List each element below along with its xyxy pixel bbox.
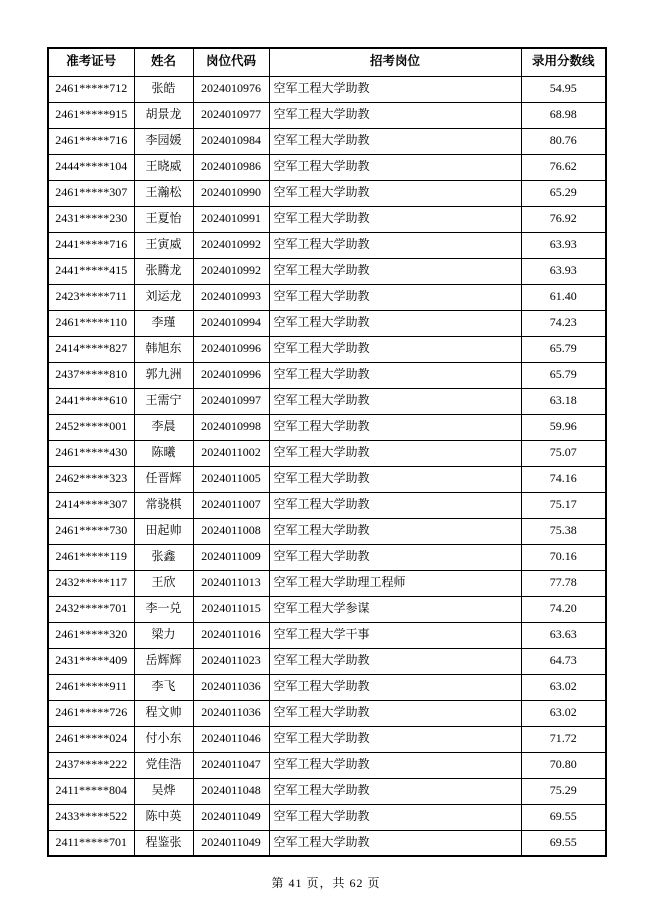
cell-ticket-number: 2423*****711: [48, 284, 134, 310]
table-row: [48, 778, 606, 804]
cell-name: 李一兑: [134, 596, 193, 622]
cell-admission-score: 75.38: [521, 518, 606, 544]
cell-ticket-number: 2411*****701: [48, 830, 134, 856]
cell-ticket-number: 2461*****911: [48, 674, 134, 700]
cell-position-code: 2024011009: [193, 544, 269, 570]
cell-ticket-number: 2461*****726: [48, 700, 134, 726]
table-row: [48, 596, 606, 622]
column-header-name: 姓名: [134, 48, 193, 76]
cell-ticket-number: 2461*****915: [48, 102, 134, 128]
table-row: [48, 544, 606, 570]
table-row: [48, 440, 606, 466]
cell-admission-score: 59.96: [521, 414, 606, 440]
cell-admission-score: 71.72: [521, 726, 606, 752]
cell-position-code: 2024010990: [193, 180, 269, 206]
cell-ticket-number: 2414*****307: [48, 492, 134, 518]
cell-ticket-number: 2431*****230: [48, 206, 134, 232]
table-row: [48, 700, 606, 726]
table-row: [48, 284, 606, 310]
cell-admission-score: 61.40: [521, 284, 606, 310]
cell-name: 张皓: [134, 76, 193, 102]
cell-admission-score: 74.23: [521, 310, 606, 336]
column-header-position-code: 岗位代码: [193, 48, 269, 76]
table-row: [48, 310, 606, 336]
cell-ticket-number: 2411*****804: [48, 778, 134, 804]
table-header-row: [48, 48, 606, 76]
cell-ticket-number: 2441*****610: [48, 388, 134, 414]
cell-position-code: 2024011023: [193, 648, 269, 674]
cell-recruit-position: 空军工程大学助教: [269, 726, 521, 752]
cell-name: 王瀚松: [134, 180, 193, 206]
cell-name: 王欣: [134, 570, 193, 596]
cell-admission-score: 63.63: [521, 622, 606, 648]
cell-admission-score: 75.07: [521, 440, 606, 466]
cell-name: 程文帅: [134, 700, 193, 726]
cell-admission-score: 74.16: [521, 466, 606, 492]
cell-ticket-number: 2432*****701: [48, 596, 134, 622]
table-row: [48, 128, 606, 154]
cell-position-code: 2024010996: [193, 336, 269, 362]
cell-admission-score: 64.73: [521, 648, 606, 674]
table-row: [48, 830, 606, 856]
table-row: [48, 388, 606, 414]
table-row: [48, 674, 606, 700]
cell-name: 党佳浩: [134, 752, 193, 778]
cell-ticket-number: 2444*****104: [48, 154, 134, 180]
cell-ticket-number: 2432*****117: [48, 570, 134, 596]
cell-position-code: 2024011007: [193, 492, 269, 518]
cell-ticket-number: 2437*****222: [48, 752, 134, 778]
cell-admission-score: 69.55: [521, 830, 606, 856]
table-row: [48, 414, 606, 440]
cell-position-code: 2024010994: [193, 310, 269, 336]
cell-position-code: 2024011015: [193, 596, 269, 622]
cell-recruit-position: 空军工程大学助教: [269, 206, 521, 232]
cell-position-code: 2024010986: [193, 154, 269, 180]
table-row: [48, 232, 606, 258]
cell-position-code: 2024010993: [193, 284, 269, 310]
cell-name: 李晨: [134, 414, 193, 440]
cell-name: 韩旭东: [134, 336, 193, 362]
cell-name: 田起帅: [134, 518, 193, 544]
cell-recruit-position: 空军工程大学助教: [269, 518, 521, 544]
cell-recruit-position: 空军工程大学参谋: [269, 596, 521, 622]
admission-score-table: [47, 47, 607, 857]
cell-ticket-number: 2462*****323: [48, 466, 134, 492]
cell-ticket-number: 2461*****320: [48, 622, 134, 648]
cell-admission-score: 75.17: [521, 492, 606, 518]
cell-admission-score: 65.79: [521, 362, 606, 388]
column-header-ticket-number: 准考证号: [48, 48, 134, 76]
cell-position-code: 2024011005: [193, 466, 269, 492]
cell-admission-score: 70.80: [521, 752, 606, 778]
table-row: [48, 752, 606, 778]
cell-ticket-number: 2461*****716: [48, 128, 134, 154]
cell-name: 程鉴张: [134, 830, 193, 856]
cell-position-code: 2024011048: [193, 778, 269, 804]
cell-recruit-position: 空军工程大学助教: [269, 648, 521, 674]
cell-recruit-position: 空军工程大学助教: [269, 154, 521, 180]
table-row: [48, 154, 606, 180]
cell-recruit-position: 空军工程大学助教: [269, 414, 521, 440]
table-row: [48, 180, 606, 206]
cell-recruit-position: 空军工程大学助教: [269, 336, 521, 362]
cell-admission-score: 76.62: [521, 154, 606, 180]
cell-name: 岳辉辉: [134, 648, 193, 674]
cell-recruit-position: 空军工程大学助教: [269, 102, 521, 128]
table-row: [48, 648, 606, 674]
cell-name: 吴烨: [134, 778, 193, 804]
cell-position-code: 2024010984: [193, 128, 269, 154]
cell-position-code: 2024011008: [193, 518, 269, 544]
table-row: [48, 466, 606, 492]
cell-admission-score: 63.93: [521, 232, 606, 258]
cell-ticket-number: 2461*****730: [48, 518, 134, 544]
cell-name: 李飞: [134, 674, 193, 700]
cell-position-code: 2024010998: [193, 414, 269, 440]
cell-name: 李园媛: [134, 128, 193, 154]
cell-recruit-position: 空军工程大学助教: [269, 258, 521, 284]
table-row: [48, 258, 606, 284]
cell-recruit-position: 空军工程大学助教: [269, 310, 521, 336]
table-body: [48, 76, 606, 856]
cell-recruit-position: 空军工程大学助教: [269, 284, 521, 310]
cell-name: 陈曦: [134, 440, 193, 466]
cell-position-code: 2024010992: [193, 258, 269, 284]
cell-recruit-position: 空军工程大学助教: [269, 700, 521, 726]
cell-recruit-position: 空军工程大学助教: [269, 466, 521, 492]
cell-admission-score: 80.76: [521, 128, 606, 154]
table-row: [48, 102, 606, 128]
cell-name: 刘运龙: [134, 284, 193, 310]
cell-position-code: 2024011013: [193, 570, 269, 596]
table-row: [48, 518, 606, 544]
cell-admission-score: 74.20: [521, 596, 606, 622]
table-row: [48, 492, 606, 518]
table-row: [48, 726, 606, 752]
cell-ticket-number: 2461*****430: [48, 440, 134, 466]
cell-ticket-number: 2461*****119: [48, 544, 134, 570]
column-header-admission-score: 录用分数线: [521, 48, 606, 76]
cell-position-code: 2024011049: [193, 830, 269, 856]
cell-position-code: 2024010996: [193, 362, 269, 388]
cell-name: 张腾龙: [134, 258, 193, 284]
cell-name: 王夏怡: [134, 206, 193, 232]
cell-position-code: 2024010997: [193, 388, 269, 414]
page-number-footer: 第 41 页，共 62 页: [271, 876, 381, 890]
cell-recruit-position: 空军工程大学助教: [269, 492, 521, 518]
table-row: [48, 622, 606, 648]
cell-admission-score: 54.95: [521, 76, 606, 102]
cell-name: 付小东: [134, 726, 193, 752]
cell-recruit-position: 空军工程大学助教: [269, 76, 521, 102]
cell-position-code: 2024011036: [193, 700, 269, 726]
cell-admission-score: 63.02: [521, 674, 606, 700]
cell-recruit-position: 空军工程大学助教: [269, 388, 521, 414]
cell-admission-score: 77.78: [521, 570, 606, 596]
cell-name: 陈中英: [134, 804, 193, 830]
cell-admission-score: 68.98: [521, 102, 606, 128]
cell-admission-score: 76.92: [521, 206, 606, 232]
cell-admission-score: 63.93: [521, 258, 606, 284]
cell-recruit-position: 空军工程大学助理工程师: [269, 570, 521, 596]
cell-recruit-position: 空军工程大学助教: [269, 544, 521, 570]
cell-name: 任晋辉: [134, 466, 193, 492]
cell-name: 梁力: [134, 622, 193, 648]
cell-position-code: 2024010991: [193, 206, 269, 232]
cell-recruit-position: 空军工程大学助教: [269, 362, 521, 388]
cell-position-code: 2024010992: [193, 232, 269, 258]
cell-recruit-position: 空军工程大学助教: [269, 778, 521, 804]
cell-position-code: 2024010977: [193, 102, 269, 128]
cell-position-code: 2024011047: [193, 752, 269, 778]
column-header-recruit-position: 招考岗位: [269, 48, 521, 76]
cell-admission-score: 70.16: [521, 544, 606, 570]
cell-name: 常骁棋: [134, 492, 193, 518]
cell-name: 王寅威: [134, 232, 193, 258]
cell-position-code: 2024011036: [193, 674, 269, 700]
cell-recruit-position: 空军工程大学助教: [269, 830, 521, 856]
cell-ticket-number: 2461*****024: [48, 726, 134, 752]
cell-position-code: 2024010976: [193, 76, 269, 102]
table-row: [48, 570, 606, 596]
cell-name: 王需宁: [134, 388, 193, 414]
table-row: [48, 76, 606, 102]
table-row: [48, 336, 606, 362]
cell-position-code: 2024011016: [193, 622, 269, 648]
cell-ticket-number: 2461*****712: [48, 76, 134, 102]
cell-admission-score: 63.02: [521, 700, 606, 726]
cell-recruit-position: 空军工程大学干事: [269, 622, 521, 648]
cell-recruit-position: 空军工程大学助教: [269, 752, 521, 778]
cell-ticket-number: 2437*****810: [48, 362, 134, 388]
cell-ticket-number: 2461*****110: [48, 310, 134, 336]
cell-name: 李瑾: [134, 310, 193, 336]
cell-ticket-number: 2461*****307: [48, 180, 134, 206]
cell-recruit-position: 空军工程大学助教: [269, 232, 521, 258]
cell-name: 胡景龙: [134, 102, 193, 128]
cell-name: 郭九洲: [134, 362, 193, 388]
cell-ticket-number: 2414*****827: [48, 336, 134, 362]
cell-ticket-number: 2431*****409: [48, 648, 134, 674]
cell-admission-score: 65.79: [521, 336, 606, 362]
cell-name: 王晓威: [134, 154, 193, 180]
cell-admission-score: 69.55: [521, 804, 606, 830]
table-row: [48, 206, 606, 232]
cell-ticket-number: 2452*****001: [48, 414, 134, 440]
table-row: [48, 362, 606, 388]
cell-recruit-position: 空军工程大学助教: [269, 180, 521, 206]
cell-recruit-position: 空军工程大学助教: [269, 674, 521, 700]
cell-admission-score: 63.18: [521, 388, 606, 414]
cell-name: 张鑫: [134, 544, 193, 570]
cell-recruit-position: 空军工程大学助教: [269, 804, 521, 830]
cell-admission-score: 75.29: [521, 778, 606, 804]
table-row: [48, 804, 606, 830]
cell-recruit-position: 空军工程大学助教: [269, 128, 521, 154]
cell-position-code: 2024011002: [193, 440, 269, 466]
cell-admission-score: 65.29: [521, 180, 606, 206]
cell-ticket-number: 2441*****716: [48, 232, 134, 258]
cell-ticket-number: 2441*****415: [48, 258, 134, 284]
cell-ticket-number: 2433*****522: [48, 804, 134, 830]
cell-position-code: 2024011049: [193, 804, 269, 830]
cell-recruit-position: 空军工程大学助教: [269, 440, 521, 466]
cell-position-code: 2024011046: [193, 726, 269, 752]
